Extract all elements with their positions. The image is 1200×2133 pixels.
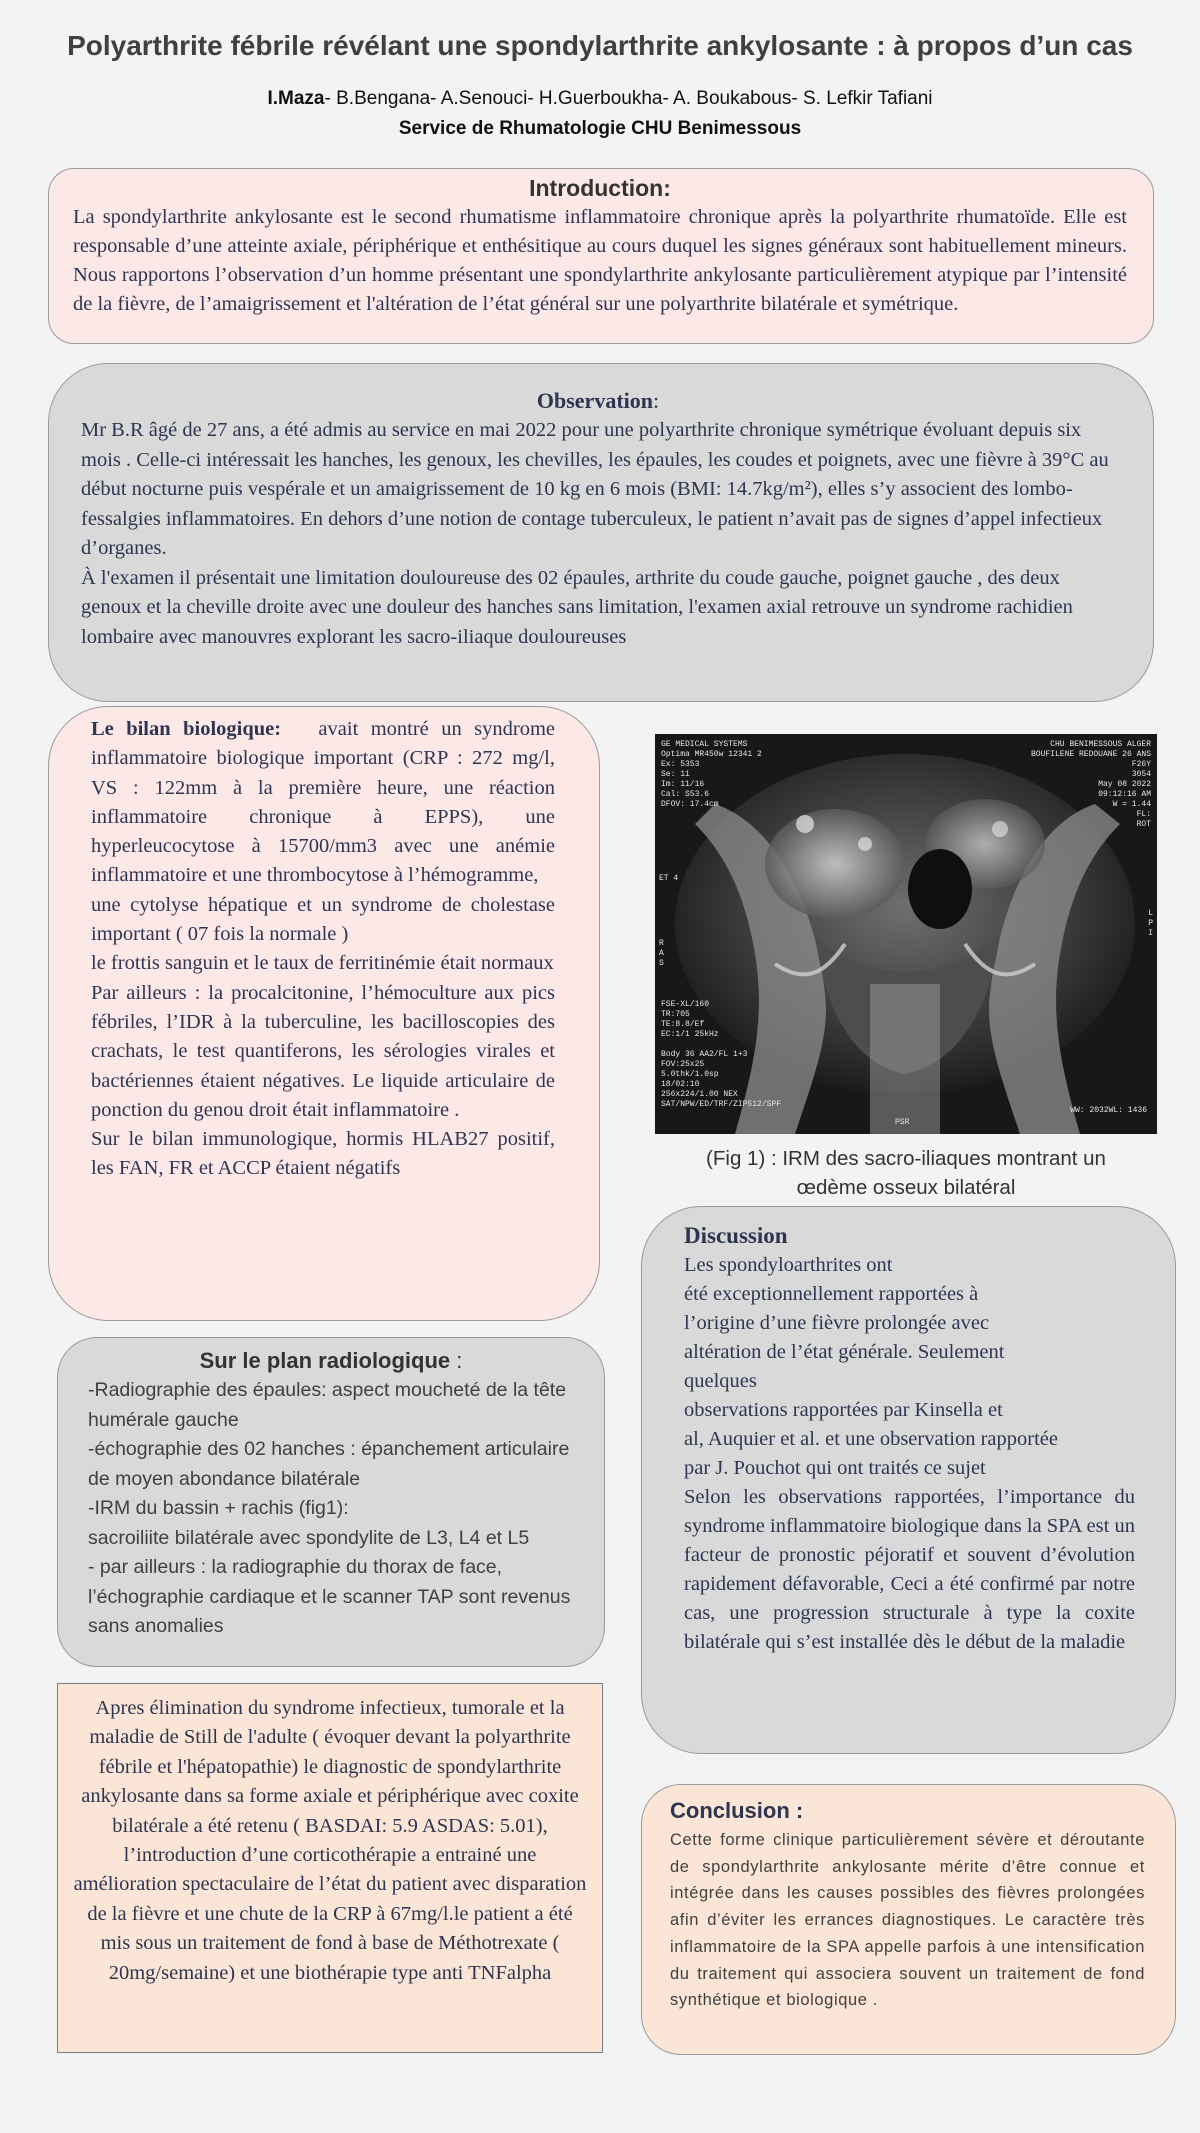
bilan-p5: Sur le bilan immunologique, hormis HLAB27 positif, les FAN, FR et ACCP étaient négatifs bbox=[91, 1128, 555, 1180]
traitement-text: Apres élimination du syndrome infectieux, tumorale et la maladie de Still de l'adulte ( évoquer devant la polyarthrite fébrile et l'hépatopathie) le diagnostic de spondylarthrite ankylosante dans sa forme axiale et périphérique avec coxite bilatérale a été retenu ( BASDAI: 5.9 ASDAS: 5.01), l’introduction d’une corticothérapie a entrainé une amélioration spectaculaire de l’état du patient avec disparation de la fièvre et une chute de la CRP à 67mg/l.le patient a été mis sous un traitement de fond à base de Méthotrexate ( 20mg/semaine) et une biothérapie type anti TNFalpha bbox=[73, 1697, 587, 1984]
discussion-line: altération de l’état générale. Seulement bbox=[684, 1341, 1005, 1363]
bilan-p2: une cytolyse hépatique et un syndrome de cholestase important ( 07 fois la normale ) bbox=[91, 893, 555, 946]
mri-overlay-bottom-right: WW: 2032WL: 1436 bbox=[1070, 1106, 1147, 1115]
mri-overlay-bottom-center: PSR bbox=[895, 1118, 910, 1127]
discussion-line: par J. Pouchot qui ont traités ce sujet bbox=[684, 1457, 986, 1479]
introduction-text: La spondylarthrite ankylosante est le second rhumatisme inflammatoire chronique après la polyarthrite rhumatoïde. Elle est responsable d’une atteinte axiale, périphérique et enthésitique au cours duquel les signes généraux sont habituellement mineurs. Nous rapportons l’observation d’un homme présentant une spondylarthrite ankylosante particulièrement atypique par l’intensité de la fièvre, de l’amaigrissement et l'altération de l’état général sur une polyarthrite bilatérale et symétrique. bbox=[73, 206, 1127, 315]
bilan-p3: le frottis sanguin et le taux de ferritinémie était normaux bbox=[91, 952, 554, 975]
observation-section bbox=[48, 363, 1154, 702]
mri-overlay-bottom-left: FSE-XL/160 TR:705 TE:8.8/Ef EC:1/1 25kHz Body 36 AA2/FL 1+3 FOV:25x25 5.0thk/1.0sp 18/02:10 256x224/1.00 NEX SAT/NPW/ED/TRF/ZIP512/SPF bbox=[661, 1000, 782, 1109]
bilan-biologique-section bbox=[48, 706, 600, 1321]
discussion-line: quelques bbox=[684, 1370, 757, 1392]
radiologie-item: -échographie des 02 hanches : épanchement articulaire de moyen abondance bilatérale bbox=[88, 1438, 570, 1490]
conclusion-text: Cette forme clinique particulièrement sévère et déroutante de spondylarthrite ankylosante mérite d’être connue et intégrée dans les causes possibles des fièvres prolongées afin d’éviter les errances diagnostiques. Le caractère très inflammatoire de la SPA appelle parfois à une intensification du traitement qui associera souvent un traitement de fond synthétique et biologique . bbox=[670, 1831, 1145, 2010]
radiologie-heading: Sur le plan radiologique : bbox=[199, 1348, 463, 1373]
authors bbox=[0, 88, 1200, 110]
caption-line-1: (Fig 1) : IRM des sacro-iliaques montrant un bbox=[706, 1147, 1106, 1170]
radiologie-item: sacroiliite bilatérale avec spondylite de L3, L4 et L5 bbox=[88, 1526, 530, 1549]
conclusion-heading: Conclusion : bbox=[670, 1798, 804, 1823]
discussion-section bbox=[641, 1206, 1176, 1754]
service-affiliation: Service de Rhumatologie CHU Benimessous bbox=[398, 118, 802, 139]
bilan-heading: Le bilan biologique: bbox=[91, 718, 282, 740]
mri-figure bbox=[655, 734, 1157, 1134]
discussion-heading: Discussion bbox=[684, 1223, 788, 1248]
lead-author: I.Maza bbox=[267, 88, 325, 109]
observation-heading: Observation: bbox=[536, 388, 660, 413]
mri-overlay-side-left2: R A S bbox=[659, 939, 664, 968]
radiologie-item: - par ailleurs : la radiographie du thorax de face, l’échographie cardiaque et le scanner TAP sont revenus sans anomalies bbox=[88, 1556, 571, 1637]
discussion-line: observations rapportées par Kinsella et bbox=[684, 1399, 1003, 1421]
traitement-section bbox=[57, 1683, 603, 2053]
co-authors: - B.Bengana- A.Senouci- H.Guerboukha- A. Boukabous- S. Lefkir Tafiani bbox=[324, 88, 933, 109]
discussion-line: été exceptionnellement rapportées à bbox=[684, 1283, 979, 1305]
mri-overlay-left: GE MEDICAL SYSTEMS Optima MR450w 12341 2 Ex: 5353 Se: 11 Im: 11/16 Cal: S53.6 DFOV: 17.4cm bbox=[661, 740, 762, 809]
observation-text-exam: À l'examen il présentait une limitation douloureuse des 02 épaules, arthrite du coude gauche, poignet gauche , des deux genoux et la cheville droite avec une douleur des hanches sans limitation, l'examen axial retrouve un syndrome rachidien lombaire avec manouvres explorant les sacro-iliaque douloureuses bbox=[81, 566, 1073, 648]
introduction-section bbox=[48, 168, 1154, 344]
observation-text: Mr B.R âgé de 27 ans, a été admis au service en mai 2022 pour une polyarthrite chronique symétrique évoluant depuis six mois . Celle-ci intéressait les hanches, les genoux, les chevilles, les épaules, les coudes et poignets, avec une fièvre à 39°C au début nocturne puis vespérale et un amaigrissement de 10 kg en 6 mois (BMI: 14.7kg/m²), elles s’y associent des lombo-fessalgies inflammatoires. En dehors d’une notion de contage tuberculeux, le patient n’avait pas de signes d’appel infectieux d’organes. bbox=[81, 419, 1109, 559]
radiologie-item: -IRM du bassin + rachis (fig1): bbox=[88, 1497, 349, 1519]
caption-line-2: œdème osseux bilatéral bbox=[796, 1176, 1016, 1199]
mri-overlay-side-left: ET 4 bbox=[659, 874, 679, 883]
discussion-line: l’origine d’une fièvre prolongée avec bbox=[684, 1312, 990, 1334]
bilan-p4: Par ailleurs : la procalcitonine, l’hémoculture aux pics fébriles, l’IDR à la tuberculine, les bacilloscopies des crachats, le test quantiferons, les sérologies virales et bactériennes étaient négatives. Le liquide articulaire de ponction du genou droit était inflammatoire . bbox=[91, 981, 555, 1121]
discussion-lines bbox=[684, 1251, 1135, 1483]
figure-caption bbox=[655, 1144, 1157, 1202]
conclusion-section bbox=[641, 1784, 1176, 2055]
radiologie-section bbox=[57, 1337, 605, 1667]
bilan-p1: Le bilan biologique: avait montré un syndrome inflammatoire biologique important (CRP : 272 mg/l, VS : 122mm à la première heure, une réaction inflammatoire chronique à EPPS), une hyperleucocytose à 15700/mm3 avec une anémie inflammatoire et une thrombocytose à l’hémogramme, bbox=[91, 718, 556, 887]
poster-title: Polyarthrite fébrile révélant une spondylarthrite ankylosante : à propos d’un cas bbox=[67, 30, 1133, 61]
radiologie-item: -Radiographie des épaules: aspect moucheté de la tête humérale gauche bbox=[88, 1379, 567, 1431]
mri-overlay-right: CHU BENIMESSOUS ALGER BOUFILENE REDOUANE 26 ANS F26Y 3054 May 08 2022 09:12:16 AM W = 1.44 FL: ROT bbox=[1030, 740, 1151, 829]
discussion-line: Les spondyloarthrites ont bbox=[684, 1254, 893, 1276]
discussion-line: al, Auquier et al. et une observation rapportée bbox=[684, 1428, 1058, 1450]
mri-overlay-side-right: L P I bbox=[1148, 909, 1153, 938]
introduction-heading: Introduction: bbox=[529, 175, 671, 201]
discussion-paragraph: Selon les observations rapportées, l’importance du syndrome inflammatoire biologique dans la SPA est un facteur de pronostic péjoratif et souvent d’évolution rapidement défavorable, Ceci a été confirmé par notre cas, une progression structurale à type la coxite bilatérale qui s’est installée dès le début de la maladie bbox=[684, 1486, 1135, 1653]
